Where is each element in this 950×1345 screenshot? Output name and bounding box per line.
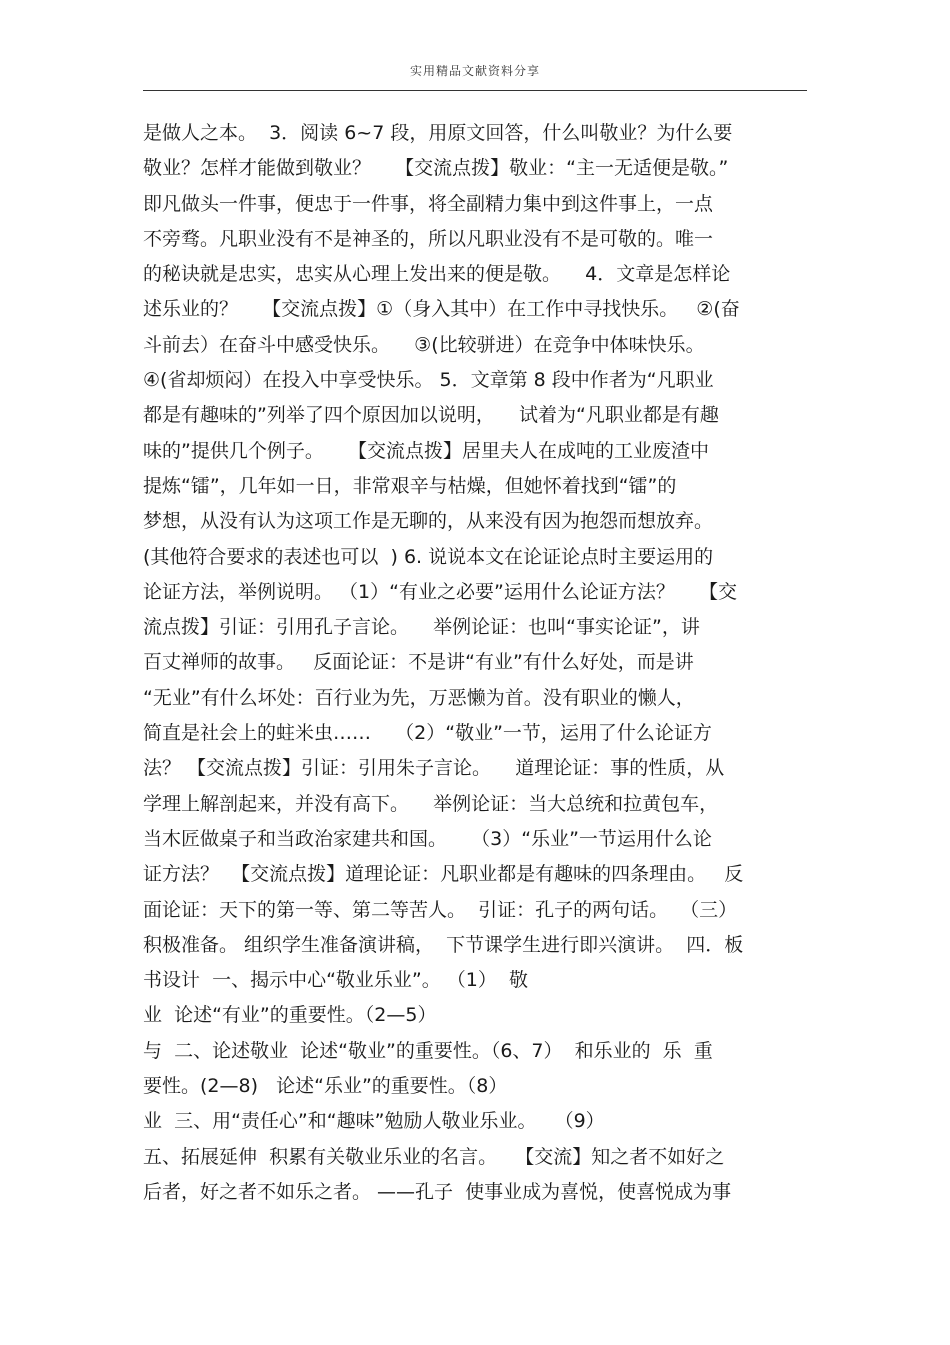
page-header-title: 实用精品文献资料分享 xyxy=(409,64,540,78)
text-line: ④(省却烦闷）在投入中享受快乐。 5．文章第 8 段中作者为“凡职业 xyxy=(143,369,714,392)
text-line: 要性。(2—8) 论述“乐业”的重要性。（8） xyxy=(143,1075,508,1098)
text-line: 面论证：天下的第一等、第二等苦人。 引证：孔子的两句话。 （三） xyxy=(143,898,738,921)
text-line: 的秘诀就是忠实，忠实从心理上发出来的便是敬。 4．文章是怎样论 xyxy=(143,263,731,286)
text-line: 提炼“镭”，几年如一日，非常艰辛与枯燥，但她怀着找到“镭”的 xyxy=(143,474,677,497)
text-line: “无业”有什么坏处：百行业为先，万恶懒为首。没有职业的懒人， xyxy=(143,686,695,709)
text-line: 论证方法，举例说明。 （1）“有业之必要”运用什么论证方法？ 【交 xyxy=(143,580,737,603)
text-line: 敬业？怎样才能做到敬业？ 【交流点拨】敬业：“主一无适便是敬。” xyxy=(143,157,729,180)
text-line: 书设计 一、揭示中心“敬业乐业”。 （1） 敬 xyxy=(143,969,528,992)
text-line: 即凡做头一件事，便忠于一件事，将全副精力集中到这件事上，一点 xyxy=(143,192,714,215)
text-line: 百丈禅师的故事。 反面论证：不是讲“有业”有什么好处，而是讲 xyxy=(143,651,694,674)
text-line: 业 论述“有业”的重要性。（2—5） xyxy=(143,1004,437,1027)
header-divider xyxy=(143,90,807,91)
text-line: 是做人之本。 3．阅读 6~7 段，用原文回答，什么叫敬业？为什么要 xyxy=(143,122,733,144)
text-line: 证方法？ 【交流点拨】道理论证：凡职业都是有趣味的四条理由。 反 xyxy=(143,863,744,886)
text-line: 后者，好之者不如乐之者。 ——孔子 使事业成为喜悦，使喜悦成为事 xyxy=(143,1180,732,1203)
body-text xyxy=(143,116,811,1210)
text-line: 学理上解剖起来，并没有高下。 举例论证：当大总统和拉黄包车， xyxy=(143,792,719,815)
text-line: 梦想，从没有认为这项工作是无聊的，从来没有因为抱怨而想放弃。 xyxy=(143,510,714,533)
text-line: 流点拨】引证：引用孔子言论。 举例论证：也叫“事实论证”，讲 xyxy=(143,616,700,639)
text-line: 五、拓展延伸 积累有关敬业乐业的名言。 【交流】知之者不如好之 xyxy=(143,1145,725,1168)
text-line: 法？ 【交流点拨】引证：引用朱子言论。 道理论证：事的性质，从 xyxy=(143,757,725,780)
text-line: 简直是社会上的蛀米虫…… （2）“敬业”一节，运用了什么论证方 xyxy=(143,722,712,745)
text-line: 与 二、论述敬业 论述“敬业”的重要性。（6、7） 和乐业的 乐 重 xyxy=(143,1039,713,1062)
text-line: 不旁骛。凡职业没有不是神圣的，所以凡职业没有不是可敬的。唯一 xyxy=(143,227,714,250)
text-line: 都是有趣味的”列举了四个原因加以说明， 试着为“凡职业都是有趣 xyxy=(143,404,719,427)
text-line: 积极准备。 组织学生准备演讲稿， 下节课学生进行即兴演讲。 四．板 xyxy=(143,933,744,956)
text-line: 斗前去）在奋斗中感受快乐。 ③(比较骈进）在竞争中体味快乐。 xyxy=(143,333,705,356)
text-line: 业 三、用“责任心”和“趣味”勉励人敬业乐业。 （9） xyxy=(143,1110,605,1133)
text-line: 当木匠做桌子和当政治家建共和国。 （3）“乐业”一节运用什么论 xyxy=(143,827,712,850)
text-line: 述乐业的？ 【交流点拨】①（身入其中）在工作中寻找快乐。 ②(奋 xyxy=(143,298,740,321)
text-line: 味的”提供几个例子。 【交流点拨】居里夫人在成吨的工业废渣中 xyxy=(143,439,710,462)
text-line: (其他符合要求的表述也可以 ) 6. 说说本文在论证论点时主要运用的 xyxy=(143,545,714,568)
